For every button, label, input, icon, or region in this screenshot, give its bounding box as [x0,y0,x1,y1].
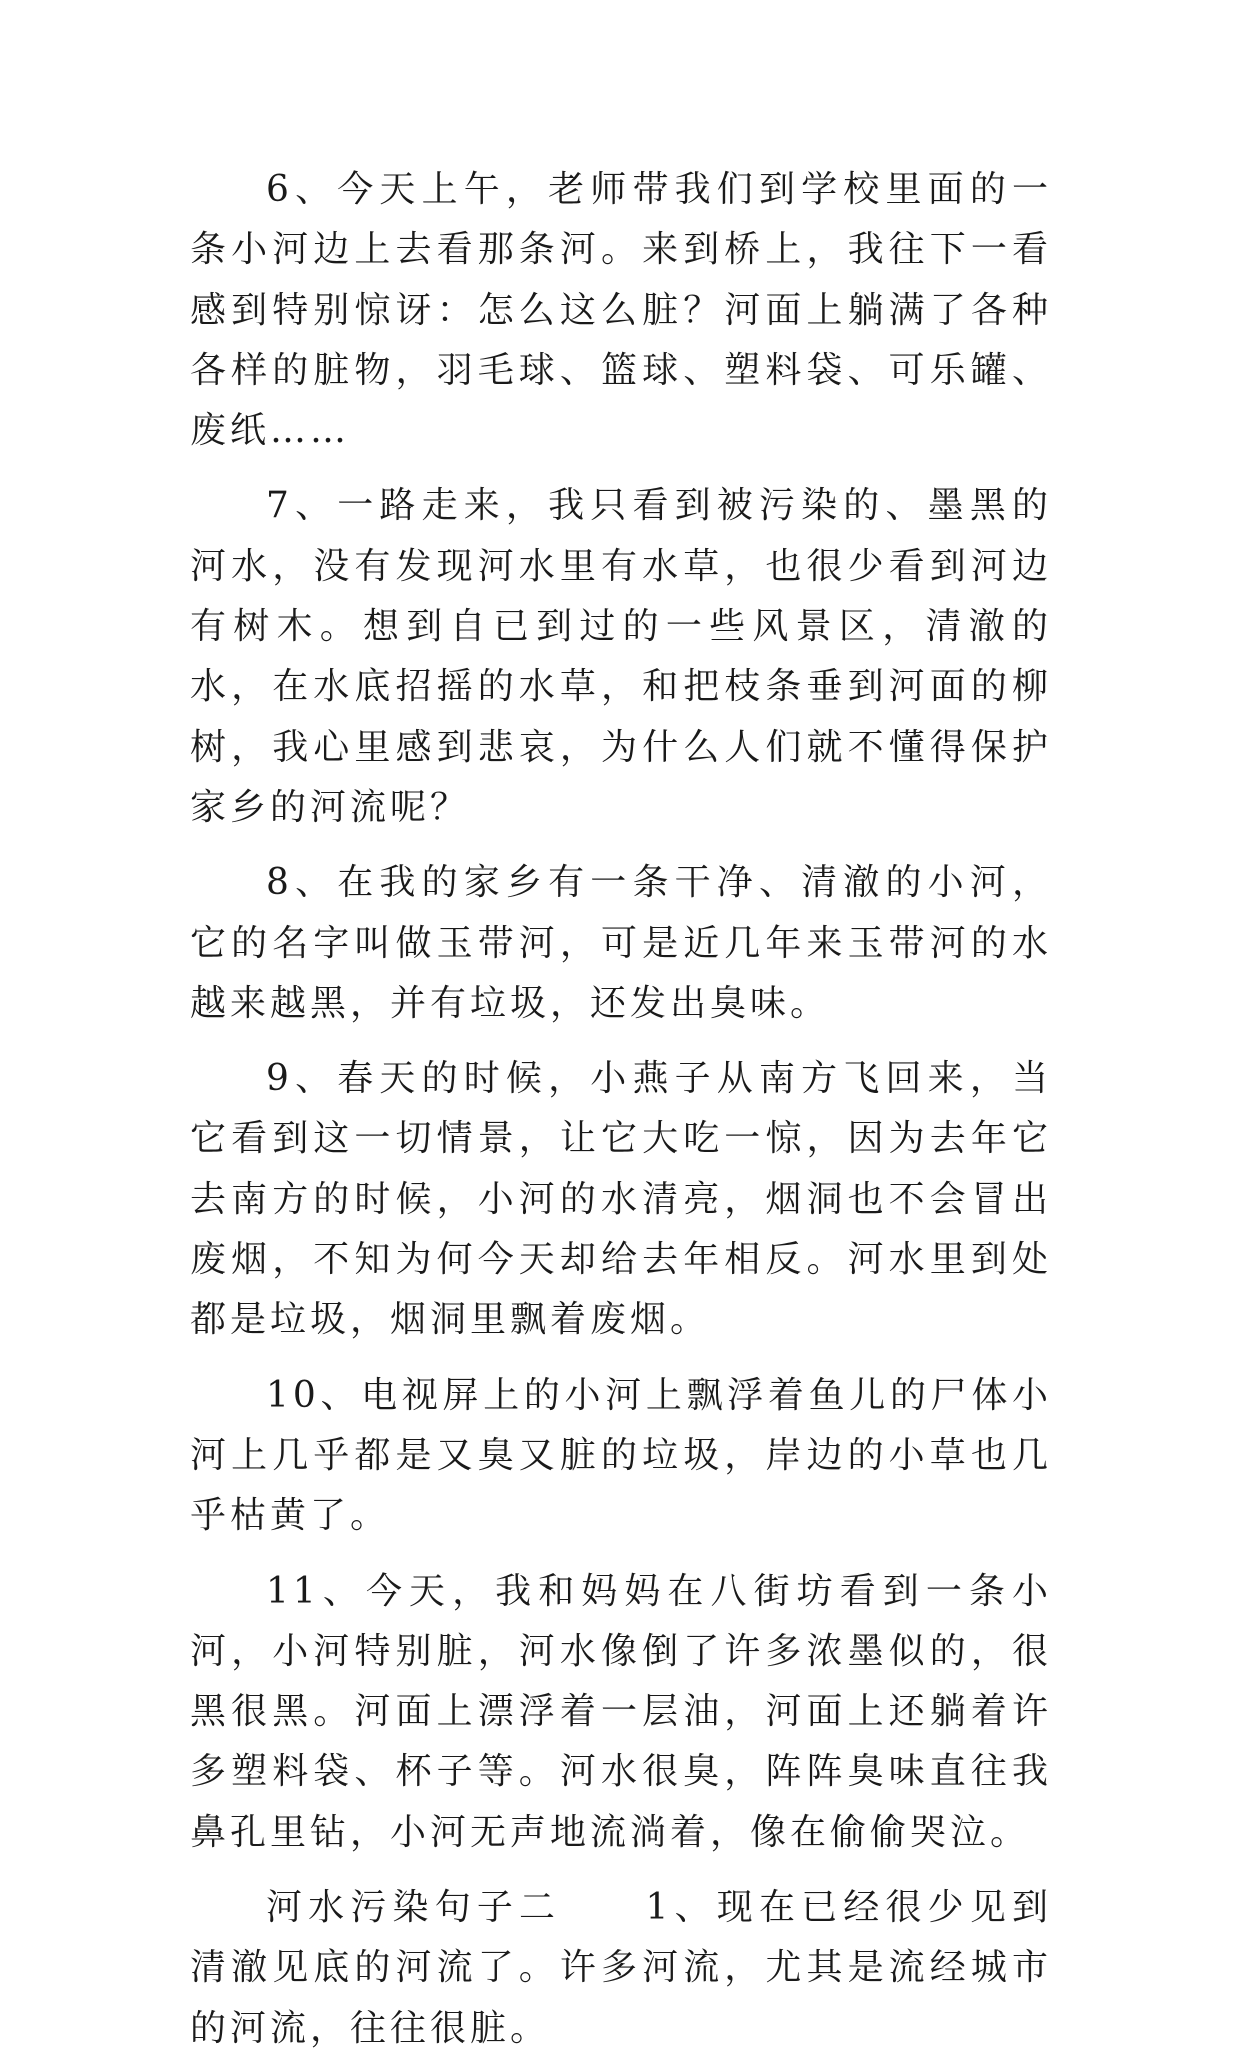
document-page [190,160,1052,2059]
paragraph-6: 6、今天上午，老师带我们到学校里面的一条小河边上去看那条河。来到桥上，我往下一看感到特别惊讶：怎么这么脏？河面上躺满了各种各样的脏物，羽毛球、篮球、塑料袋、可乐罐、废纸…… [190,169,1052,452]
paragraph-9: 9、春天的时候，小燕子从南方飞回来，当它看到这一切情景，让它大吃一惊，因为去年它去南方的时候，小河的水清亮，烟洞也不会冒出废烟，不知为何今天却给去年相反。河水里到处都是垃圾，烟洞里飘着废烟。 [190,1058,1052,1341]
paragraph-7: 7、一路走来，我只看到被污染的、墨黑的河水，没有发现河水里有水草，也很少看到河边有树木。想到自已到过的一些风景区，清澈的水，在水底招摇的水草，和把枝条垂到河面的柳树，我心里感到悲哀，为什么人们就不懂得保护家乡的河流呢？ [190,485,1052,828]
paragraph-10: 10、电视屏上的小河上飘浮着鱼儿的尸体小河上几乎都是又臭又脏的垃圾，岸边的小草也几乎枯黄了。 [190,1374,1052,1537]
paragraph-section-two: 河水污染句子二 1、现在已经很少见到清澈见底的河流了。许多河流，尤其是流经城市的河流，往往很脏。 [190,1887,1052,2049]
paragraph-11: 11、今天，我和妈妈在八街坊看到一条小河，小河特别脏，河水像倒了许多浓墨似的，很黑很黑。河面上漂浮着一层油，河面上还躺着许多塑料袋、杯子等。河水很臭，阵阵臭味直往我鼻孔里钻，小河无声地流淌着，像在偷偷哭泣。 [190,1570,1052,1853]
paragraph-8: 8、在我的家乡有一条干净、清澈的小河，它的名字叫做玉带河，可是近几年来玉带河的水越来越黑，并有垃圾，还发出臭味。 [190,862,1052,1024]
